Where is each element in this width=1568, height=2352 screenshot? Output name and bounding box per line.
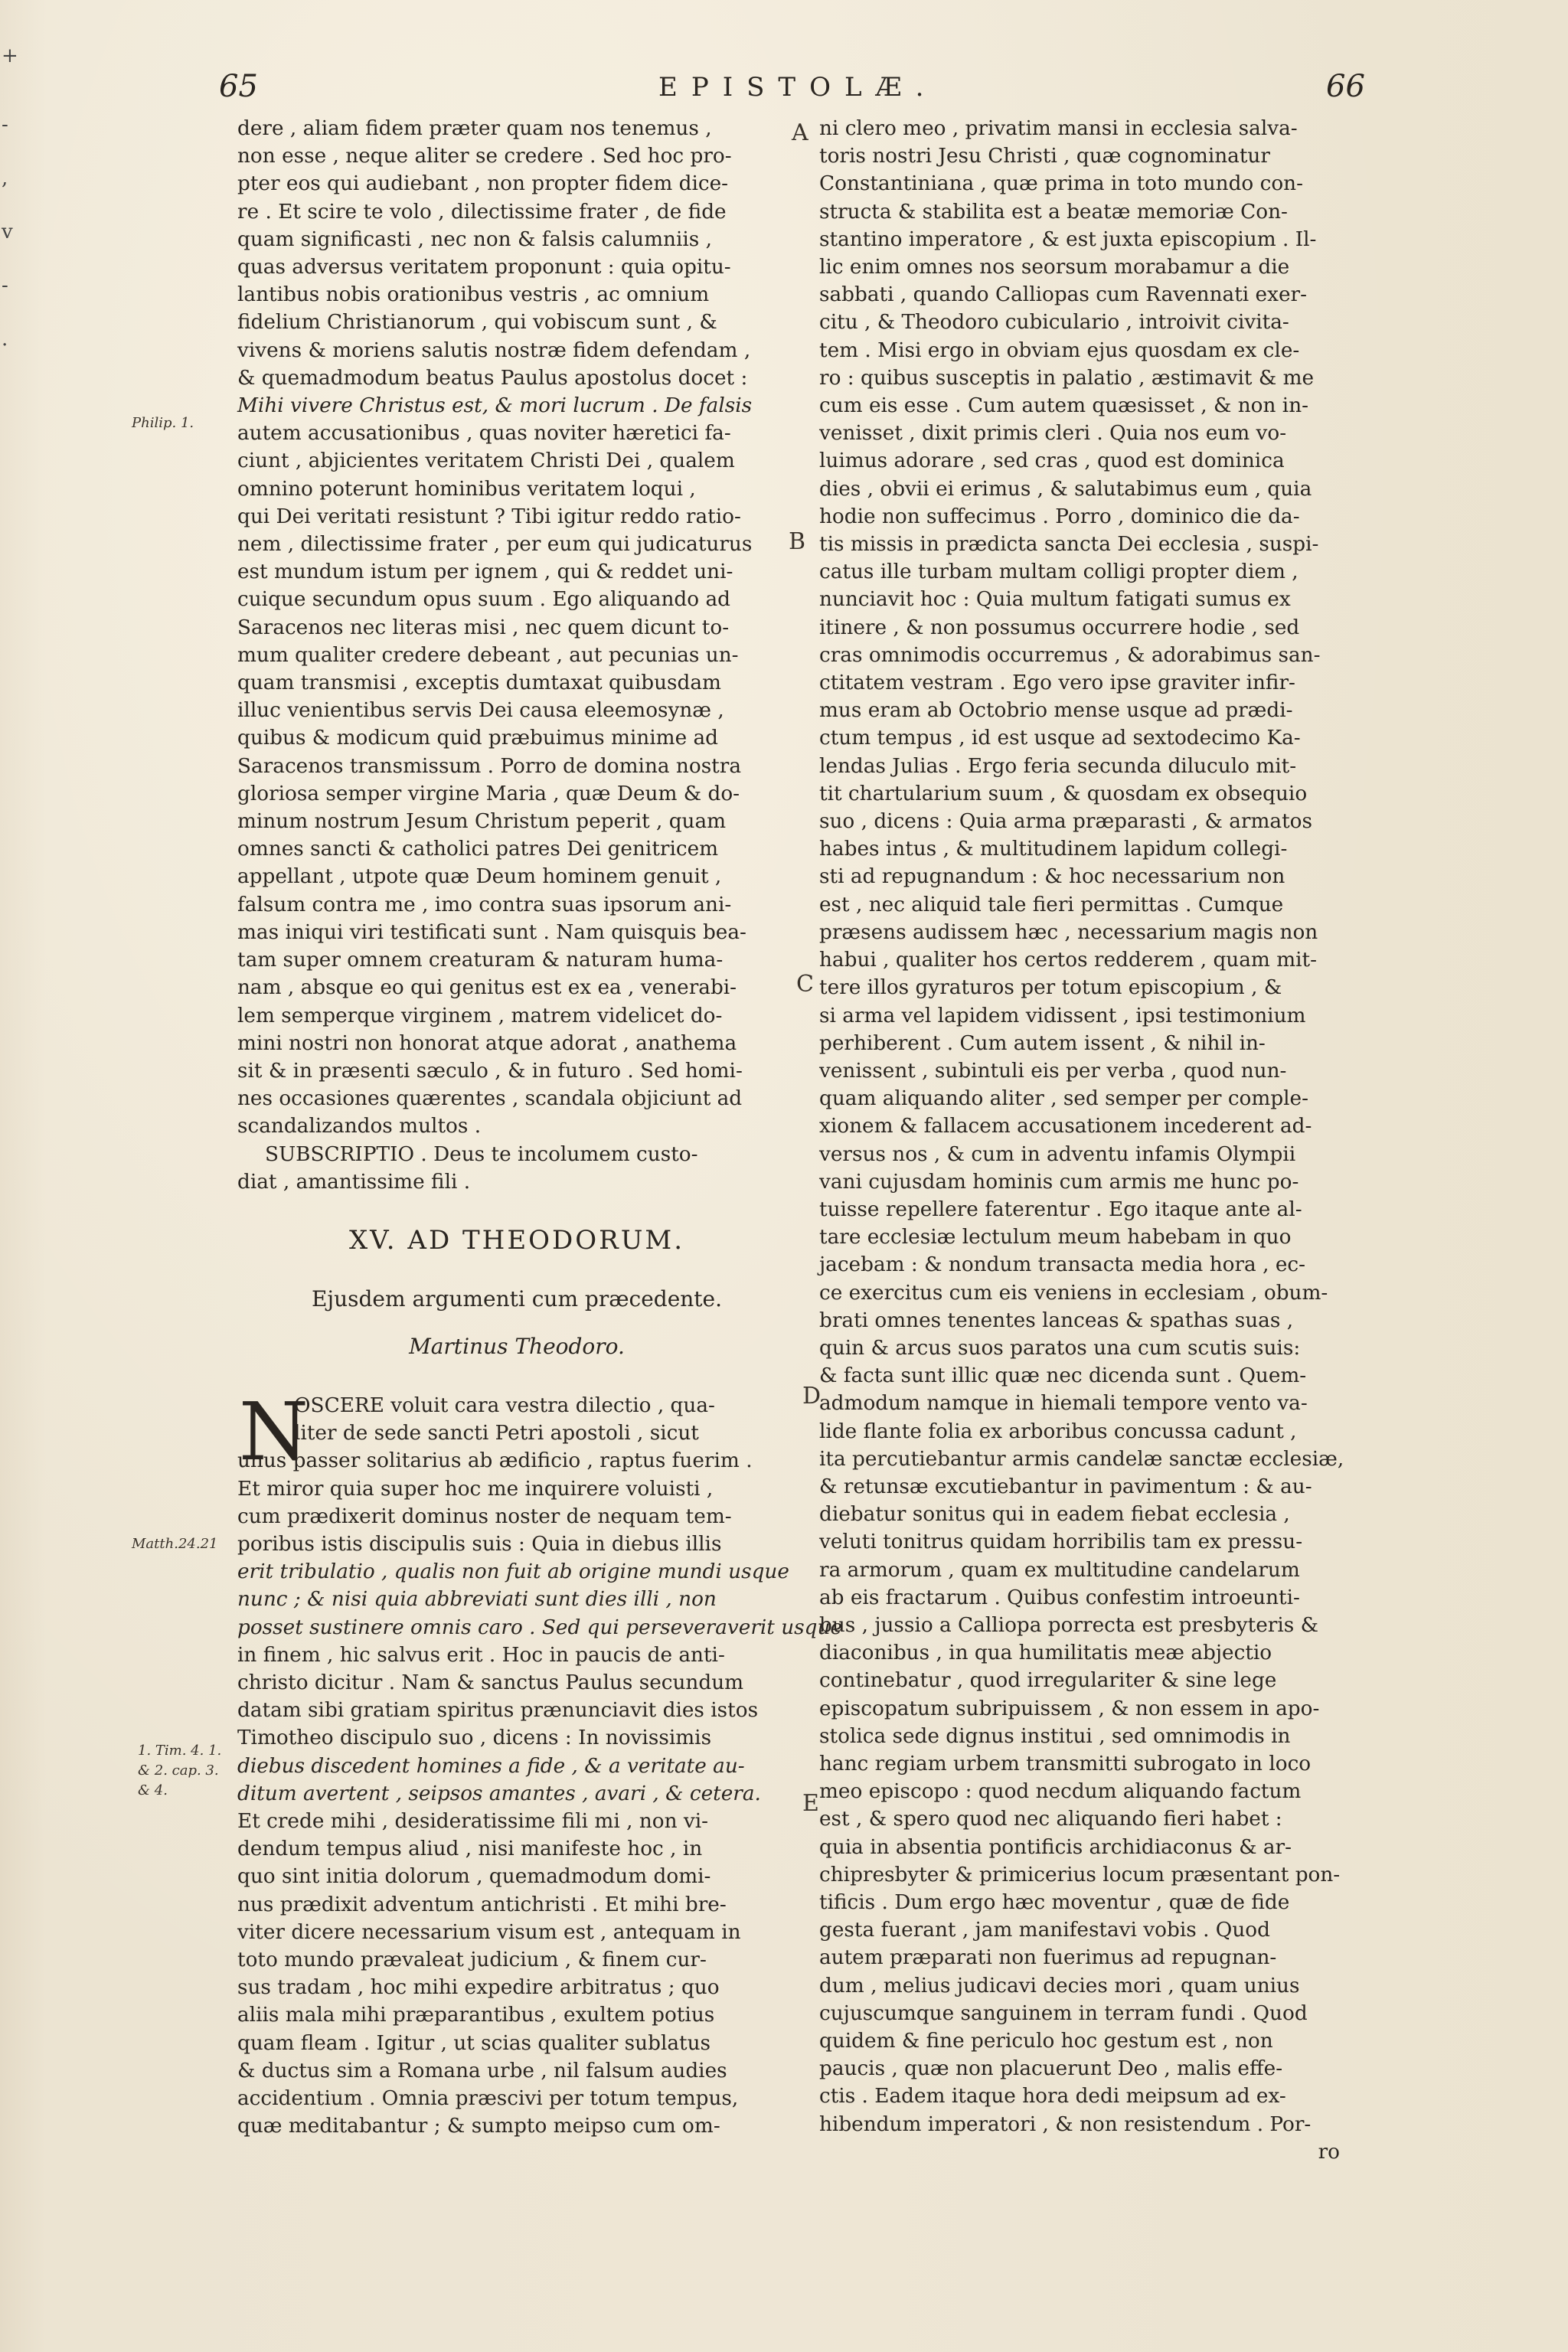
text-line: tam super omnem creaturam & naturam huma- <box>237 949 724 972</box>
text-line: admodum namque in hiemali tempore vento va- <box>819 1392 1308 1416</box>
text-line: chipresbyter & primicerius locum præsentant pon- <box>819 1863 1341 1886</box>
margin-note-philipp: Philip. 1. <box>132 415 194 431</box>
letter-title: XV. AD THEODORUM. <box>348 1225 685 1256</box>
letter-subtitle: Ejusdem argumenti cum præcedente. <box>311 1286 723 1312</box>
text-line: viter dicere necessarium visum est , antequam in <box>237 1920 741 1944</box>
text-line: itinere , & non possumus occurrere hodie , sed <box>819 616 1300 639</box>
text-line: scandalizandos multos . <box>237 1115 482 1138</box>
text-line: citu , & Theodoro cubiculario , introivit civita- <box>819 311 1289 335</box>
text-line: vivens & moriens salutis nostræ fidem defendam , <box>237 338 751 362</box>
text-line: liter de sede sancti Petri apostoli , sicut <box>294 1422 699 1446</box>
text-line: lide flante folia ex arboribus concussa cadunt , <box>819 1419 1297 1443</box>
text-line: & retunsæ excutiebantur in pavimentum : & au- <box>819 1475 1312 1498</box>
margin-note-tim-2: & 2. cap. 3. <box>138 1762 219 1779</box>
text-line: mas iniqui viri testificati sunt . Nam quisquis bea- <box>237 920 746 944</box>
text-line: stantino imperatore , & est juxta episcopium . Il- <box>819 227 1317 251</box>
text-line: Saracenos transmissum . Porro de domina nostra <box>237 754 741 778</box>
text-line: bus , jussio a Calliopa porrecta est presbyteris & <box>819 1613 1319 1637</box>
text-line: ce exercitus cum eis veniens in ecclesiam , obum- <box>819 1281 1328 1305</box>
text-line: habui , qualiter hos certos redderem , quam mit- <box>819 949 1317 972</box>
text-line: illuc venientibus servis Dei causa eleemosynæ , <box>237 699 724 723</box>
text-line: si arma vel lapidem vidissent , ipsi testimonium <box>819 1004 1306 1027</box>
text-line: paucis , quæ non placuerunt Deo , malis effe- <box>819 2057 1283 2081</box>
text-line: tuisse repellere faterentur . Ego itaque ante al- <box>819 1197 1302 1221</box>
text-line: fidelium Christianorum , qui vobiscum sunt , & <box>237 311 717 335</box>
text-line: nem , dilectissime frater , per eum qui judicaturus <box>237 533 753 557</box>
text-line: aliis mala mihi præparantibus , exultem potius <box>237 2004 715 2027</box>
text-line: perhiberent . Cum autem issent , & nihil in- <box>819 1031 1266 1055</box>
text-line: ni clero meo , privatim mansi in ecclesia salva- <box>819 117 1298 140</box>
text-line: continebatur , quod irregulariter & sine lege <box>819 1669 1277 1693</box>
text-line: datam sibi gratiam spiritus prænunciavit dies istos <box>237 1699 759 1723</box>
text-line: quam significasti , nec non & falsis calumniis , <box>237 227 712 251</box>
text-line: versus nos , & cum in adventu infamis Olympii <box>819 1142 1296 1166</box>
text-line: sit & in præsenti sæculo , & in futuro . Sed homi- <box>237 1059 743 1083</box>
text-line: structa & stabilita est a beatæ memoriæ Con- <box>819 200 1288 224</box>
text-line: gloriosa semper virgine Maria , quæ Deum & do- <box>237 782 740 805</box>
text-line: Constantiniana , quæ prima in toto mundo con- <box>819 172 1303 196</box>
page-header <box>0 69 1568 115</box>
text-line: meo episcopo : quod necdum aliquando factum <box>819 1780 1302 1804</box>
text-line: minum nostrum Jesum Christum peperit , quam <box>237 810 727 834</box>
text-line: hibendum imperatori , & non resistendum . Por- <box>819 2112 1312 2136</box>
text-line: suo , dicens : Quia arma præparasti , & armatos <box>819 810 1313 834</box>
text-line: ab eis fractarum . Quibus confestim introeunti- <box>819 1586 1300 1609</box>
text-line: omnino poterunt hominibus veritatem loqui , <box>237 477 696 501</box>
text-line: lic enim omnes nos seorsum morabamur a die <box>819 256 1290 279</box>
text-line: diebus discedent homines a fide , & a veritate au- <box>237 1754 745 1778</box>
text-line: unus passer solitarius ab ædificio , raptus fuerim . <box>237 1449 753 1473</box>
text-line: ctitatem vestram . Ego vero ipse graviter infir- <box>819 671 1295 695</box>
text-line: cuique secundum opus suum . Ego aliquando ad <box>237 588 730 612</box>
margin-note-matth: Matth.24.21 <box>132 1536 218 1552</box>
text-line: quo sint initia dolorum , quemadmodum domi- <box>237 1865 711 1889</box>
text-line: quas adversus veritatem proponunt : quia opitu- <box>237 256 731 279</box>
section-letter-a: A <box>792 119 808 146</box>
text-line: dere , aliam fidem præter quam nos tenemus , <box>237 117 712 140</box>
text-line: non esse , neque aliter se credere . Sed hoc pro- <box>237 145 732 168</box>
text-line: diat , amantissime fili . <box>237 1170 471 1194</box>
text-line: ita percutiebantur armis candelæ sanctæ ecclesiæ, <box>819 1447 1344 1471</box>
text-line: quam transmisi , exceptis dumtaxat quibusdam <box>237 671 721 695</box>
text-line: diebatur sonitus qui in eadem fiebat ecclesia , <box>819 1503 1290 1527</box>
text-line: catus ille turbam multam colligi propter diem , <box>819 560 1298 584</box>
text-line: quin & arcus suos paratos una cum scutis suis: <box>819 1336 1301 1360</box>
text-line: nus prædixit adventum antichristi . Et mihi bre- <box>237 1893 727 1916</box>
page-number-left: 65 <box>219 69 258 104</box>
text-line: & quemadmodum beatus Paulus apostolus docet : <box>237 366 748 390</box>
text-line: toris nostri Jesu Christi , quæ cognominatur <box>819 145 1270 168</box>
text-line: gesta fuerant , jam manifestavi vobis . Quod <box>819 1919 1270 1942</box>
text-line: omnes sancti & catholici patres Dei genitricem <box>237 838 719 861</box>
running-title: EPISTOLÆ. <box>658 72 938 103</box>
text-line: est , & spero quod nec aliquando fieri habet : <box>819 1808 1282 1831</box>
text-line: Timotheo discipulo suo , dicens : In novissimis <box>237 1726 712 1750</box>
text-line: quia in absentia pontificis archidiaconus & ar- <box>819 1835 1292 1859</box>
text-line: accidentium . Omnia præscivi per totum tempus, <box>237 2087 739 2111</box>
section-letter-c: C <box>796 971 814 998</box>
text-line: falsum contra me , imo contra suas ipsorum ani- <box>237 893 732 916</box>
text-line: ra armorum , quam ex multitudine candelarum <box>819 1558 1300 1582</box>
text-line: ctum tempus , id est usque ad sextodecimo Ka- <box>819 727 1301 750</box>
text-line: tem . Misi ergo in obviam ejus quosdam ex cle- <box>819 338 1300 362</box>
text-line: christo dicitur . Nam & sanctus Paulus secundum <box>237 1671 744 1695</box>
text-line: nunc ; & nisi quia abbreviati sunt dies illi , non <box>237 1588 717 1612</box>
text-line: Et miror quia super hoc me inquirere voluisti , <box>237 1477 714 1501</box>
text-line: Mihi vivere Christus est, & mori lucrum . De falsis <box>237 394 753 418</box>
text-line: est mundum istum per ignem , qui & reddet uni- <box>237 560 733 584</box>
text-line: mus eram ab Octobrio mense usque ad prædi- <box>819 699 1293 723</box>
text-line: qui Dei veritati resistunt ? Tibi igitur reddo ratio- <box>237 505 741 528</box>
text-line: quidem & fine periculo hoc gestum est , non <box>819 2030 1273 2053</box>
text-line: & facta sunt illic quæ nec dicenda sunt . Quem- <box>819 1364 1307 1388</box>
text-line: episcopatum subripuissem , & non essem in apo- <box>819 1697 1320 1720</box>
text-line: mum qualiter credere debeant , aut pecunias un- <box>237 643 739 667</box>
text-line: mini nostri non honorat atque adorat , anathema <box>237 1031 737 1055</box>
text-line: appellant , utpote quæ Deum hominem genuit , <box>237 865 722 889</box>
text-line: re . Et scire te volo , dilectissime frater , de fide <box>237 200 727 224</box>
text-line: ctis . Eadem itaque hora dedi meipsum ad ex- <box>819 2085 1286 2109</box>
text-line: hodie non suffecimus . Porro , dominico die da- <box>819 505 1300 528</box>
text-line: Et crede mihi , desideratissime fili mi , non vi- <box>237 1810 709 1834</box>
left-column-top <box>237 115 796 1196</box>
text-line: ditum avertent , seipsos amantes , avari , & cetera. <box>237 1782 761 1805</box>
left-column-bottom <box>237 1385 842 2140</box>
text-line: erit tribulatio , qualis non fuit ab origine mundi usque <box>237 1560 789 1584</box>
margin-note-tim-1: 1. Tim. 4. 1. <box>138 1743 222 1759</box>
text-line: tis missis in prædicta sancta Dei ecclesia , suspi- <box>819 533 1319 557</box>
text-line: dies , obvii ei erimus , & salutabimus eum , quia <box>819 477 1312 501</box>
text-line: præsens audissem hæc , necessarium magis non <box>819 920 1318 944</box>
text-line: veluti tonitrus quidam horribilis tam ex pressu- <box>819 1530 1303 1554</box>
text-line: xionem & fallacem accusationem incederent ad- <box>819 1115 1312 1138</box>
text-line: luimus adorare , sed cras , quod est dominica <box>819 449 1285 473</box>
text-line: venisset , dixit primis cleri . Quia nos eum vo- <box>819 422 1287 446</box>
left-edge-marks: + - , v - . <box>2 44 18 351</box>
text-line: stolica sede dignus institui , sed omnimodis in <box>819 1724 1291 1748</box>
text-line: pter eos qui audiebant , non propter fidem dice- <box>237 172 729 196</box>
text-line: posset sustinere omnis caro . Sed qui perseveraverit usque <box>237 1615 842 1639</box>
text-line: lem semperque virginem , matrem videlicet do- <box>237 1004 723 1027</box>
text-line: autem accusationibus , quas noviter hæretici fa- <box>237 422 731 446</box>
text-line: sti ad repugnandum : & hoc necessarium non <box>819 865 1285 889</box>
text-line: tit chartularium suum , & quosdam ex obsequio <box>819 782 1308 805</box>
text-line: venissent , subintuli eis per verba , quod nun- <box>819 1059 1287 1083</box>
catchword: ro <box>1318 2140 1340 2164</box>
text-line: toto mundo prævaleat judicium , & finem cur- <box>237 1949 707 1972</box>
margin-note-tim-3: & 4. <box>138 1782 168 1798</box>
text-line: cras omnimodis occurremus , & adorabimus san- <box>819 643 1321 667</box>
text-line: poribus istis discipulis suis : Quia in diebus illis <box>237 1533 722 1557</box>
text-line: nam , absque eo qui genitus est ex ea , venerabi- <box>237 976 737 1000</box>
text-line: jacebam : & nondum transacta media hora , ec- <box>819 1253 1305 1277</box>
text-line: tere illos gyraturos per totum episcopium , & <box>819 976 1282 1000</box>
section-letter-e: E <box>802 1790 819 1817</box>
text-line: tare ecclesiæ lectulum meum habebam in quo <box>819 1226 1292 1250</box>
text-line: quam fleam . Igitur , ut scias qualiter sublatus <box>237 2031 711 2055</box>
subscriptio-line: SUBSCRIPTIO . Deus te incolumem custo- <box>265 1142 698 1166</box>
text-line: habes intus , & multitudinem lapidum collegi- <box>819 838 1288 861</box>
section-letter-d: D <box>802 1383 822 1410</box>
text-line: OSCERE voluit cara vestra dilectio , qua- <box>294 1394 715 1417</box>
drop-cap: N <box>239 1385 309 1478</box>
text-line: dum , melius judicavi decies mori , quam unius <box>819 1974 1300 1998</box>
text-line: nunciavit hoc : Quia multum fatigati sumus ex <box>819 588 1291 612</box>
text-line: lendas Julias . Ergo feria secunda diluculo mit- <box>819 754 1297 778</box>
text-line: tificis . Dum ergo hæc moventur , quæ de fide <box>819 1891 1290 1914</box>
text-line: vani cujusdam hominis cum armis me hunc po- <box>819 1170 1299 1194</box>
letter-salutation: Martinus Theodoro. <box>409 1334 625 1359</box>
right-column <box>819 115 1370 2166</box>
text-line: brati omnes tenentes lanceas & spathas suas , <box>819 1308 1294 1332</box>
text-line: dendum tempus aliud , nisi manifeste hoc , in <box>237 1838 703 1861</box>
text-line: Saracenos nec literas misi , nec quem dicunt to- <box>237 616 730 639</box>
text-line: & ductus sim a Romana urbe , nil falsum audies <box>237 2059 727 2082</box>
text-line: quæ meditabantur ; & sumpto meipso cum om- <box>237 2115 720 2138</box>
text-line: autem præparati non fuerimus ad repugnan- <box>819 1946 1277 1970</box>
text-line: in finem , hic salvus erit . Hoc in paucis de anti- <box>237 1643 725 1667</box>
page-number-right: 66 <box>1326 69 1365 104</box>
text-line: hanc regiam urbem transmitti subrogato in loco <box>819 1752 1312 1775</box>
text-line: cujuscumque sanguinem in terram fundi . Quod <box>819 2001 1308 2025</box>
text-line: ro : quibus susceptis in palatio , æstimavit & me <box>819 366 1315 390</box>
text-line: est , nec aliquid tale fieri permittas . Cumque <box>819 893 1284 916</box>
section-letter-b: B <box>789 528 806 555</box>
text-line: ciunt , abjicientes veritatem Christi Dei , qualem <box>237 449 735 473</box>
text-line: lantibus nobis orationibus vestris , ac omnium <box>237 283 710 307</box>
text-line: quibus & modicum quid præbuimus minime ad <box>237 727 719 750</box>
text-line: nes occasiones quærentes , scandala objiciunt ad <box>237 1087 743 1111</box>
text-line: diaconibus , in qua humilitatis meæ abjectio <box>819 1642 1272 1665</box>
text-line: quam aliquando aliter , sed semper per comple- <box>819 1087 1309 1111</box>
text-line: sus tradam , hoc mihi expedire arbitratus ; quo <box>237 1976 720 2000</box>
text-line: sabbati , quando Calliopas cum Ravennati exer- <box>819 283 1307 307</box>
text-line: cum eis esse . Cum autem quæsisset , & non in- <box>819 394 1309 418</box>
text-line: cum prædixerit dominus noster de nequam tem- <box>237 1504 732 1528</box>
